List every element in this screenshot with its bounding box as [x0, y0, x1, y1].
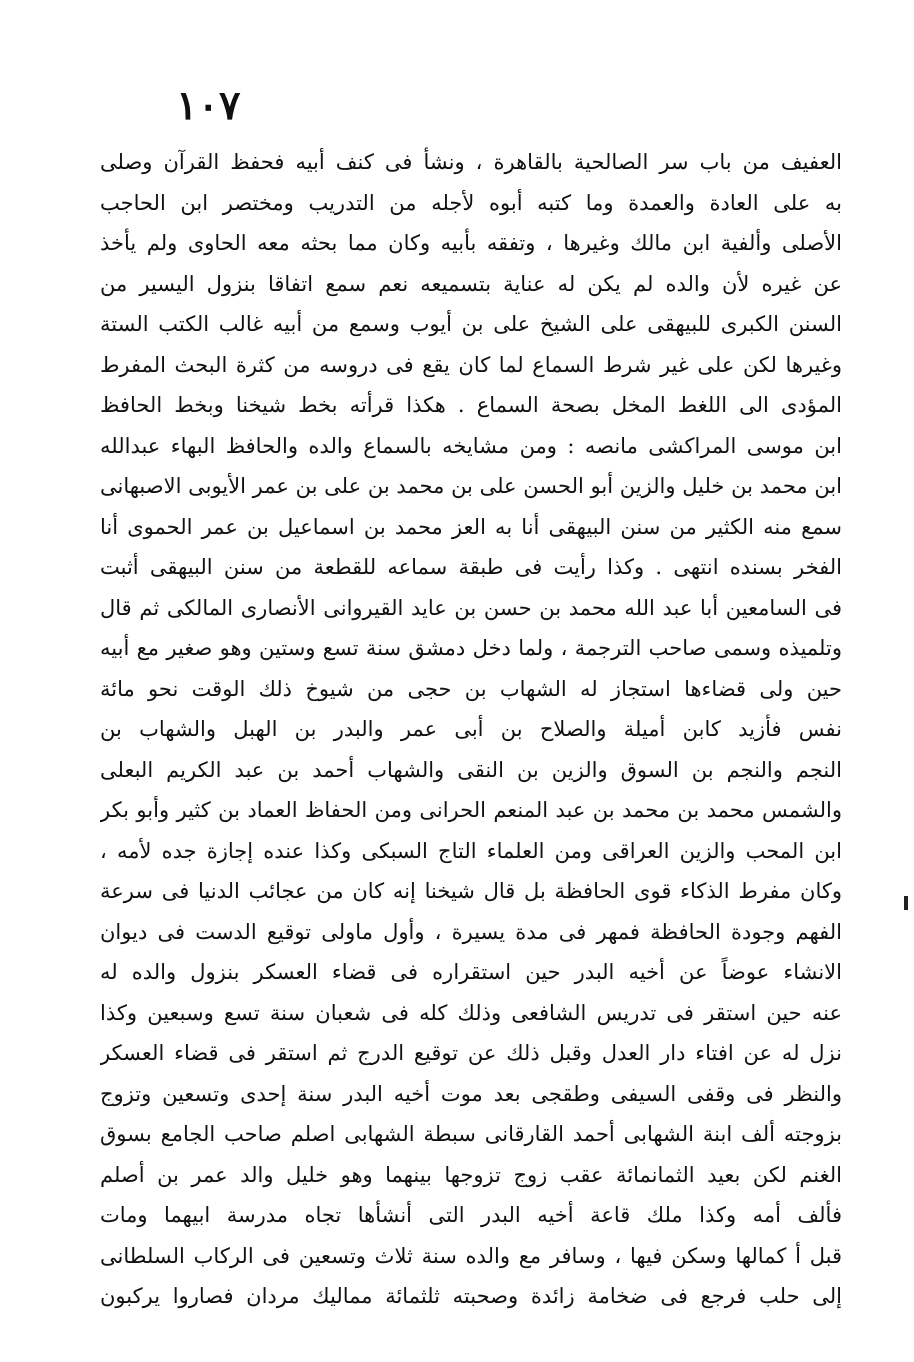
- text-line: ابن المحب والزين العراقى ومن العلماء التاج السبكى وكذا عنده إجازة جده لأمه ،: [100, 838, 842, 863]
- text-line: الفهم وجودة الحافظة فمهر فى مدة يسيرة ، وأول ماولى توقيع الدست فى ديوان: [100, 919, 842, 944]
- scan-edge-mark: [904, 896, 908, 910]
- text-line: عنه حين استقر فى تدريس الشافعى وذلك كله فى شعبان سنة تسع وسبعين وكذا: [100, 1000, 842, 1025]
- text-line: الانشاء عوضاً عن أخيه البدر حين استقراره فى قضاء العسكر بنزول والده له: [100, 960, 842, 984]
- text-line: والشمس محمد بن محمد بن عبد المنعم الحرانى ومن الحفاظ العماد بن كثير وأبو بكر: [100, 798, 842, 822]
- text-line: ابن موسى المراكشى مانصه : ومن مشايخه بالسماع والده والحافظ البهاء عبدالله: [100, 433, 842, 458]
- text-line: السنن الكبرى للبيهقى على الشيخ على بن أيوب وسمع من أبيه غالب الكتب الستة: [100, 312, 842, 336]
- text-line: فى السامعين أبا عبد الله محمد بن حسن بن عايد القيروانى الأنصارى المالكى ثم قال: [100, 595, 842, 620]
- text-line: الأصلى وألفية ابن مالك وغيرها ، وتفقه بأبيه وكان مما بحثه معه الحاوى ولم يأخذ: [100, 231, 842, 255]
- text-line: العفيف من باب سر الصالحية بالقاهرة ، ونشأ فى كنف أبيه فحفظ القرآن وصلى: [100, 150, 842, 174]
- text-line: وغيرها لكن على غير شرط السماع لما كان يقع فى دروسه من كثرة البحث المفرط: [100, 352, 842, 377]
- text-line: نزل له عن افتاء دار العدل وقبل ذلك عن توقيع الدرج ثم استقر فى قضاء العسكر: [100, 1041, 842, 1065]
- text-line: إلى حلب فرجع فى ضخامة زائدة وصحبته ثلثمائة مماليك مردان فصاروا يركبون: [100, 1284, 842, 1308]
- text-line: المؤدى الى اللغط المخل بصحة السماع . هكذا قرأته بخط شيخنا وبخط الحافظ: [100, 393, 842, 417]
- text-line: وتلميذه وسمى صاحب الترجمة ، ولما دخل دمشق سنة تسع وستين وهو صغير مع أبيه: [100, 636, 842, 660]
- text-line: والنظر فى وقفى السيفى وطقجى بعد موت أخيه البدر سنة إحدى وتسعين وتزوج: [100, 1081, 842, 1106]
- text-line: به على العادة والعمدة وما كتبه أبوه لأجله من التدريب ومختصر ابن الحاجب: [100, 190, 842, 215]
- text-line: عن غيره لأن والده لم يكن له عناية بتسميعه نعم سمع اتفاقا بنزول اليسير من: [100, 271, 842, 296]
- text-line: حين ولى قضاءها استجاز له الشهاب بن حجى من شيوخ ذلك الوقت نحو مائة: [100, 676, 842, 701]
- text-line: النجم والنجم بن السوق والزين بن النقى والشهاب أحمد بن عبد الكريم البعلى: [100, 757, 842, 782]
- body-text: [100, 142, 842, 1317]
- text-line: ابن محمد بن خليل والزين أبو الحسن على بن محمد بن على بن عمر الأيوبى الاصبهانى: [100, 474, 842, 498]
- text-line: وكان مفرط الذكاء قوى الحافظة بل قال شيخنا إنه كان من عجائب الدنيا فى سرعة: [100, 879, 842, 903]
- page-number: ١٠٧: [176, 82, 241, 129]
- text-line: سمع منه الكثير من سنن البيهقى أنا به العز محمد بن اسماعيل بن عمر الحموى أنا: [100, 514, 842, 539]
- text-line: بزوجته ألف ابنة الشهابى أحمد القارقانى سبطة الشهابى اصلم صاحب الجامع بسوق: [100, 1122, 842, 1146]
- text-line: فألف أمه وكذا ملك قاعة أخيه البدر التى أنشأها تجاه مدرسة ابيهما ومات: [100, 1203, 842, 1227]
- text-line: الفخر بسنده انتهى . وكذا رأيت فى طبقة سماعه للقطعة من سنن البيهقى أثبت: [100, 555, 842, 579]
- text-line: نفس فأزيد كابن أميلة والصلاح بن أبى عمر والبدر بن الهبل والشهاب بن: [100, 717, 842, 741]
- text-line: الغنم لكن بعيد الثمانمائة عقب زوج تزوجها بينهما وهو خليل والد عمر بن أصلم: [100, 1162, 842, 1187]
- text-line: قبل أ كمالها وسكن فيها ، وسافر مع والده سنة ثلاث وتسعين فى الركاب السلطانى: [100, 1243, 842, 1268]
